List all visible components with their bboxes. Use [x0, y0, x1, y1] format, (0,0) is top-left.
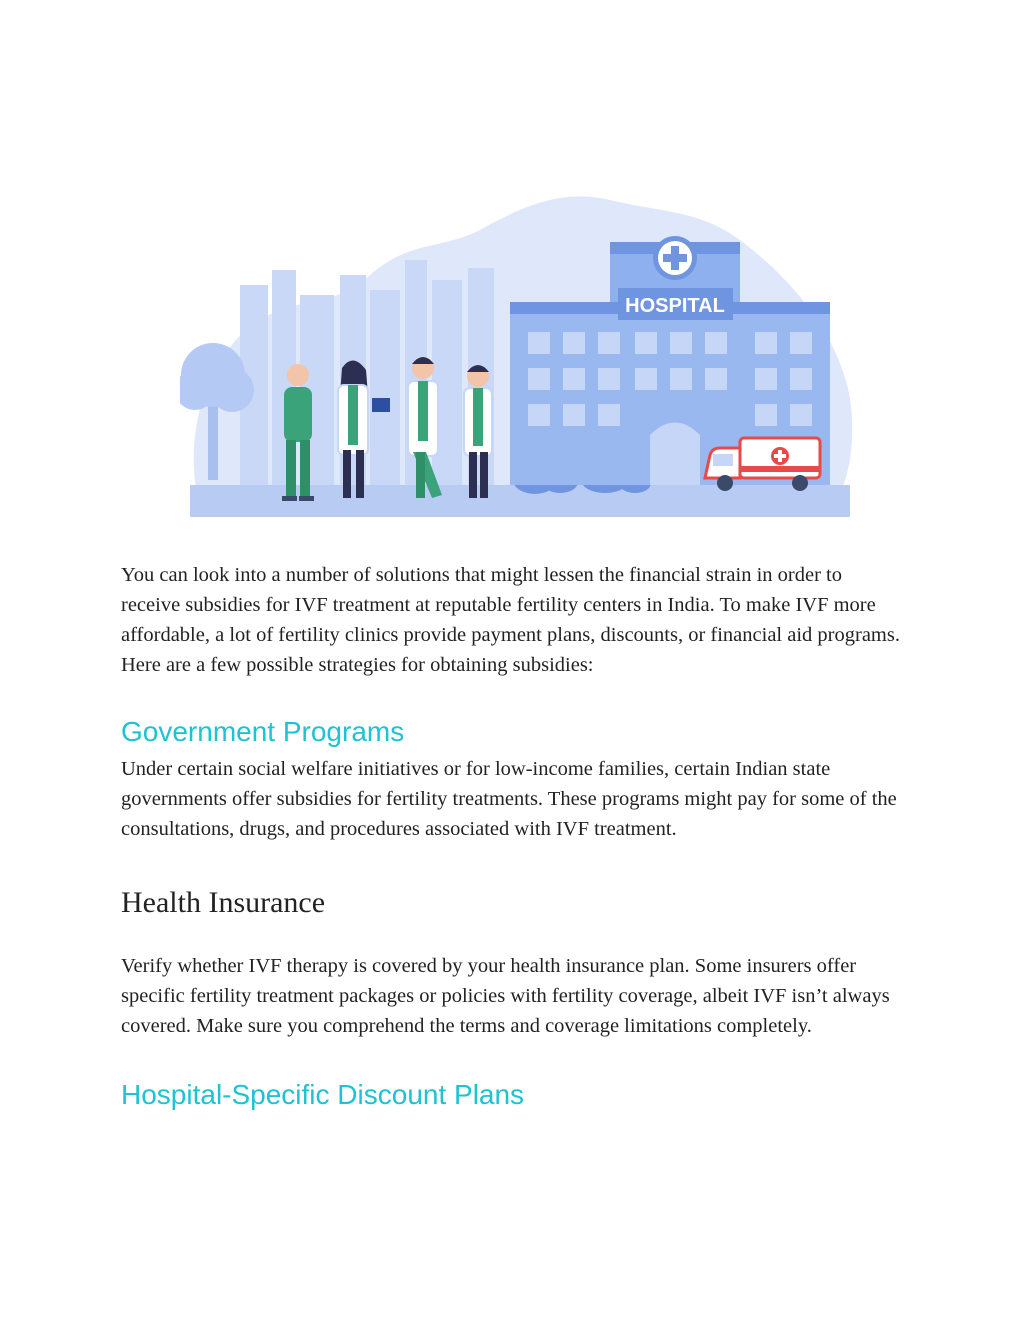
hospital-illustration	[180, 180, 860, 520]
government-programs-body: Under certain social welfare initiatives or for low-income families, certain Indian state governments offer subsidies for fertility treatments. These programs might pay for some of the consultations, drugs, and procedures associated with IVF treatment.	[121, 758, 897, 840]
hospital-discount-plans-heading: Hospital-Specific Discount Plans	[121, 1079, 525, 1110]
hospital-sign-text: HOSPITAL	[625, 295, 725, 317]
health-insurance-body: Verify whether IVF therapy is covered by your health insurance plan. Some insurers offer specific fertility treatment packages or policies with fertility coverage, albeit IVF isn’t always covered. Make sure you comprehend the terms and coverage limitations completely.	[121, 955, 890, 1037]
hospital-door	[650, 423, 700, 486]
intro-paragraph: You can look into a number of solutions that might lessen the financial strain in order to receive subsidies for IVF treatment at reputable fertility centers in India. To make IVF more affordable, a lot of fertility clinics provide payment plans, discounts, or financial aid programs. Here are a few possible strategies for obtaining subsidies:	[121, 564, 900, 676]
article-content	[121, 560, 901, 1111]
hospital-scene-svg	[180, 180, 860, 520]
health-insurance-heading: Health Insurance	[121, 886, 326, 919]
government-programs-heading: Government Programs	[121, 716, 405, 747]
